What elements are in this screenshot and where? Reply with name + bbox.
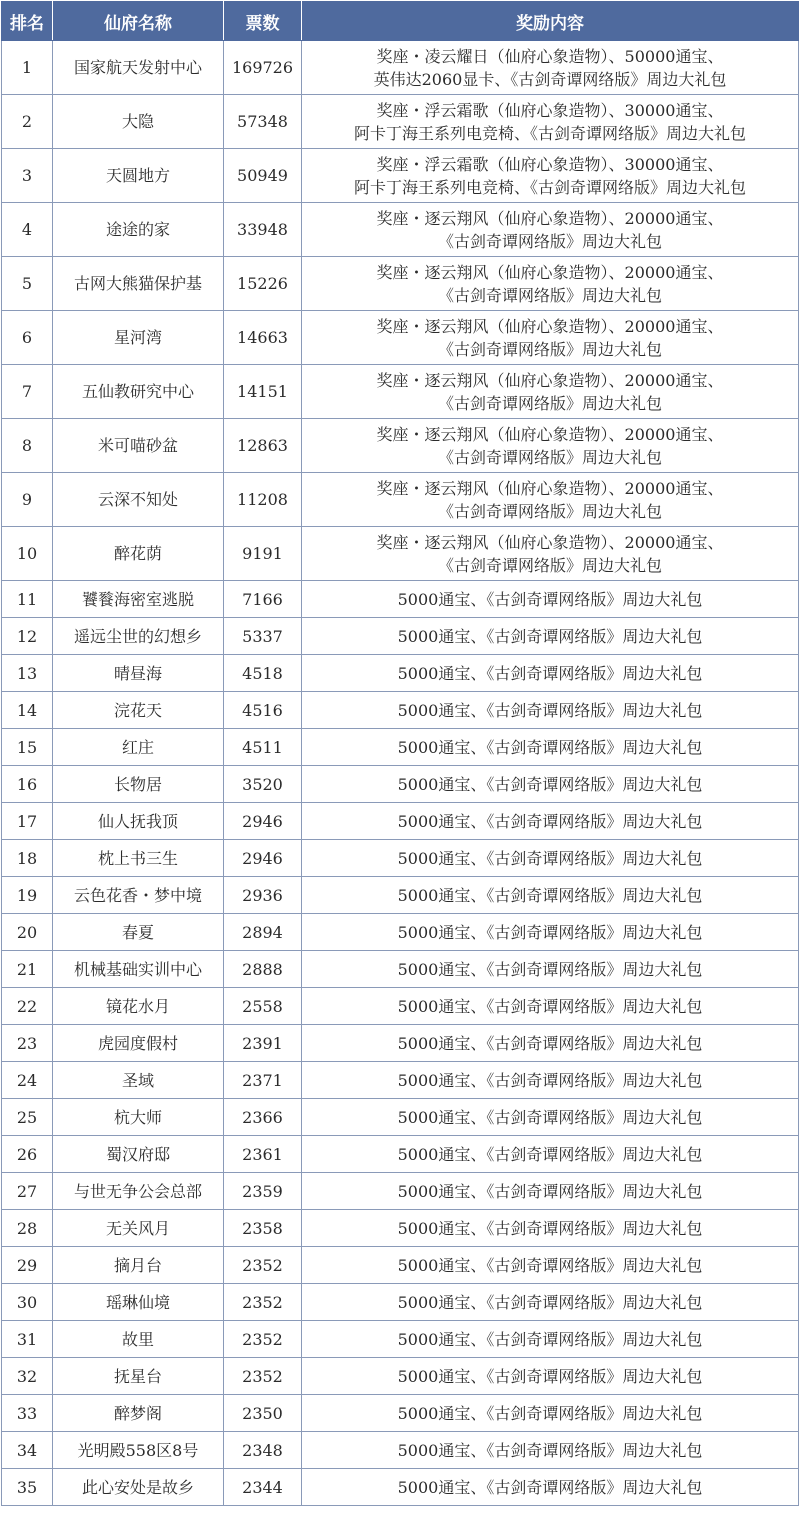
votes-cell: 7166 — [224, 581, 302, 618]
name-cell: 途途的家 — [53, 203, 224, 257]
table-row — [2, 988, 799, 1025]
reward-line: 奖座・逐云翔风（仙府心象造物）、20000通宝、 — [376, 424, 724, 444]
reward-line: 奖座・逐云翔风（仙府心象造物）、20000通宝、 — [376, 316, 724, 336]
votes-cell: 2344 — [224, 1469, 302, 1506]
name-cell: 瑶琳仙境 — [53, 1284, 224, 1321]
reward-line: 5000通宝、《古剑奇谭网络版》周边大礼包 — [397, 1144, 703, 1164]
reward-line: 5000通宝、《古剑奇谭网络版》周边大礼包 — [397, 1440, 703, 1460]
votes-cell: 2352 — [224, 1321, 302, 1358]
votes-cell: 4511 — [224, 729, 302, 766]
reward-cell — [302, 840, 799, 877]
table-row — [2, 311, 799, 365]
reward-cell — [302, 1173, 799, 1210]
reward-cell — [302, 257, 799, 311]
reward-line: 5000通宝、《古剑奇谭网络版》周边大礼包 — [397, 663, 703, 683]
reward-cell — [302, 951, 799, 988]
table-row — [2, 1321, 799, 1358]
table-row — [2, 419, 799, 473]
votes-cell: 57348 — [224, 95, 302, 149]
votes-cell: 2946 — [224, 803, 302, 840]
reward-line: 5000通宝、《古剑奇谭网络版》周边大礼包 — [397, 1218, 703, 1238]
header-reward: 奖励内容 — [302, 2, 799, 41]
rank-cell: 22 — [2, 988, 53, 1025]
votes-cell: 4516 — [224, 692, 302, 729]
rank-cell: 6 — [2, 311, 53, 365]
votes-cell: 9191 — [224, 527, 302, 581]
reward-line: 5000通宝、《古剑奇谭网络版》周边大礼包 — [397, 700, 703, 720]
rank-cell: 2 — [2, 95, 53, 149]
table-row — [2, 527, 799, 581]
reward-cell — [302, 1358, 799, 1395]
name-cell: 杭大师 — [53, 1099, 224, 1136]
header-row — [2, 2, 799, 41]
reward-line: 奖座・逐云翔风（仙府心象造物）、20000通宝、 — [376, 478, 724, 498]
reward-line: 奖座・逐云翔风（仙府心象造物）、20000通宝、 — [376, 208, 724, 228]
name-cell: 虎园度假村 — [53, 1025, 224, 1062]
table-row — [2, 1099, 799, 1136]
table-row — [2, 1025, 799, 1062]
name-cell: 抚星台 — [53, 1358, 224, 1395]
table-row — [2, 365, 799, 419]
reward-line: 奖座・逐云翔风（仙府心象造物）、20000通宝、 — [376, 370, 724, 390]
header-rank: 排名 — [2, 2, 53, 41]
rank-cell: 17 — [2, 803, 53, 840]
votes-cell: 2352 — [224, 1358, 302, 1395]
table-row — [2, 473, 799, 527]
reward-cell — [302, 419, 799, 473]
reward-line: 5000通宝、《古剑奇谭网络版》周边大礼包 — [397, 1366, 703, 1386]
name-cell: 红庄 — [53, 729, 224, 766]
table-row — [2, 1432, 799, 1469]
reward-line: 5000通宝、《古剑奇谭网络版》周边大礼包 — [397, 1292, 703, 1312]
name-cell: 圣域 — [53, 1062, 224, 1099]
reward-line: 5000通宝、《古剑奇谭网络版》周边大礼包 — [397, 737, 703, 757]
votes-cell: 2936 — [224, 877, 302, 914]
reward-line: 阿卡丁海王系列电竞椅、《古剑奇谭网络版》周边大礼包 — [353, 177, 746, 197]
header-votes: 票数 — [224, 2, 302, 41]
rank-cell: 13 — [2, 655, 53, 692]
name-cell: 云深不知处 — [53, 473, 224, 527]
name-cell: 醉梦阁 — [53, 1395, 224, 1432]
votes-cell: 2359 — [224, 1173, 302, 1210]
name-cell: 云色花香・梦中境 — [53, 877, 224, 914]
votes-cell: 15226 — [224, 257, 302, 311]
table-row — [2, 618, 799, 655]
reward-line: 5000通宝、《古剑奇谭网络版》周边大礼包 — [397, 1329, 703, 1349]
reward-cell — [302, 655, 799, 692]
reward-line: 5000通宝、《古剑奇谭网络版》周边大礼包 — [397, 848, 703, 868]
reward-line: 《古剑奇谭网络版》周边大礼包 — [437, 447, 662, 467]
reward-line: 5000通宝、《古剑奇谭网络版》周边大礼包 — [397, 1403, 703, 1423]
reward-line: 5000通宝、《古剑奇谭网络版》周边大礼包 — [397, 885, 703, 905]
reward-line: 5000通宝、《古剑奇谭网络版》周边大礼包 — [397, 1107, 703, 1127]
table-row — [2, 729, 799, 766]
reward-line: 《古剑奇谭网络版》周边大礼包 — [437, 555, 662, 575]
votes-cell: 14663 — [224, 311, 302, 365]
reward-line: 阿卡丁海王系列电竞椅、《古剑奇谭网络版》周边大礼包 — [353, 123, 746, 143]
reward-cell — [302, 766, 799, 803]
rank-cell: 24 — [2, 1062, 53, 1099]
table-row — [2, 1284, 799, 1321]
reward-cell — [302, 365, 799, 419]
reward-cell — [302, 1395, 799, 1432]
name-cell: 摘月台 — [53, 1247, 224, 1284]
reward-line: 5000通宝、《古剑奇谭网络版》周边大礼包 — [397, 959, 703, 979]
reward-line: 5000通宝、《古剑奇谭网络版》周边大礼包 — [397, 774, 703, 794]
rank-cell: 10 — [2, 527, 53, 581]
votes-cell: 2391 — [224, 1025, 302, 1062]
rank-cell: 35 — [2, 1469, 53, 1506]
rank-cell: 30 — [2, 1284, 53, 1321]
table-row — [2, 840, 799, 877]
rank-cell: 25 — [2, 1099, 53, 1136]
rank-cell: 12 — [2, 618, 53, 655]
reward-cell — [302, 729, 799, 766]
reward-cell — [302, 95, 799, 149]
name-cell: 国家航天发射中心 — [53, 41, 224, 95]
name-cell: 此心安处是故乡 — [53, 1469, 224, 1506]
reward-line: 奖座・浮云霜歌（仙府心象造物）、30000通宝、 — [376, 154, 724, 174]
reward-line: 5000通宝、《古剑奇谭网络版》周边大礼包 — [397, 589, 703, 609]
reward-cell — [302, 618, 799, 655]
votes-cell: 5337 — [224, 618, 302, 655]
votes-cell: 2350 — [224, 1395, 302, 1432]
reward-cell — [302, 1136, 799, 1173]
rank-cell: 23 — [2, 1025, 53, 1062]
reward-cell — [302, 1284, 799, 1321]
rank-cell: 4 — [2, 203, 53, 257]
reward-cell — [302, 1099, 799, 1136]
name-cell: 米可喵砂盆 — [53, 419, 224, 473]
votes-cell: 50949 — [224, 149, 302, 203]
rank-cell: 27 — [2, 1173, 53, 1210]
table-row — [2, 1358, 799, 1395]
table-row — [2, 203, 799, 257]
table-row — [2, 655, 799, 692]
reward-cell — [302, 203, 799, 257]
reward-cell — [302, 1062, 799, 1099]
name-cell: 与世无争公会总部 — [53, 1173, 224, 1210]
votes-cell: 33948 — [224, 203, 302, 257]
reward-line: 《古剑奇谭网络版》周边大礼包 — [437, 393, 662, 413]
name-cell: 蜀汉府邸 — [53, 1136, 224, 1173]
reward-line: 5000通宝、《古剑奇谭网络版》周边大礼包 — [397, 1070, 703, 1090]
reward-line: 《古剑奇谭网络版》周边大礼包 — [437, 285, 662, 305]
name-cell: 醉花荫 — [53, 527, 224, 581]
name-cell: 仙人抚我顶 — [53, 803, 224, 840]
reward-cell — [302, 149, 799, 203]
table-row — [2, 1173, 799, 1210]
votes-cell: 2946 — [224, 840, 302, 877]
name-cell: 长物居 — [53, 766, 224, 803]
votes-cell: 11208 — [224, 473, 302, 527]
reward-cell — [302, 1469, 799, 1506]
table-row — [2, 1247, 799, 1284]
reward-line: 5000通宝、《古剑奇谭网络版》周边大礼包 — [397, 1255, 703, 1275]
rank-cell: 34 — [2, 1432, 53, 1469]
votes-cell: 2366 — [224, 1099, 302, 1136]
table-row — [2, 1210, 799, 1247]
name-cell: 五仙教研究中心 — [53, 365, 224, 419]
rank-cell: 32 — [2, 1358, 53, 1395]
name-cell: 春夏 — [53, 914, 224, 951]
name-cell: 浣花天 — [53, 692, 224, 729]
reward-line: 奖座・凌云耀日（仙府心象造物）、50000通宝、 — [376, 46, 724, 66]
votes-cell: 3520 — [224, 766, 302, 803]
votes-cell: 2894 — [224, 914, 302, 951]
rank-cell: 16 — [2, 766, 53, 803]
votes-cell: 169726 — [224, 41, 302, 95]
votes-cell: 2361 — [224, 1136, 302, 1173]
rank-cell: 20 — [2, 914, 53, 951]
reward-cell — [302, 877, 799, 914]
rank-cell: 18 — [2, 840, 53, 877]
reward-line: 5000通宝、《古剑奇谭网络版》周边大礼包 — [397, 1181, 703, 1201]
reward-line: 奖座・逐云翔风（仙府心象造物）、20000通宝、 — [376, 262, 724, 282]
table-row — [2, 95, 799, 149]
name-cell: 星河湾 — [53, 311, 224, 365]
name-cell: 饕餮海密室逃脱 — [53, 581, 224, 618]
table-row — [2, 1062, 799, 1099]
rank-cell: 33 — [2, 1395, 53, 1432]
name-cell: 枕上书三生 — [53, 840, 224, 877]
rank-cell: 15 — [2, 729, 53, 766]
votes-cell: 2352 — [224, 1247, 302, 1284]
table-row — [2, 951, 799, 988]
reward-cell — [302, 1432, 799, 1469]
reward-line: 《古剑奇谭网络版》周边大礼包 — [437, 501, 662, 521]
table-row — [2, 41, 799, 95]
rank-cell: 29 — [2, 1247, 53, 1284]
votes-cell: 2371 — [224, 1062, 302, 1099]
votes-cell: 4518 — [224, 655, 302, 692]
reward-line: 英伟达2060显卡、《古剑奇谭网络版》周边大礼包 — [373, 69, 727, 89]
header-name: 仙府名称 — [53, 2, 224, 41]
reward-line: 5000通宝、《古剑奇谭网络版》周边大礼包 — [397, 811, 703, 831]
reward-cell — [302, 1210, 799, 1247]
name-cell: 大隐 — [53, 95, 224, 149]
name-cell: 机械基础实训中心 — [53, 951, 224, 988]
reward-cell — [302, 988, 799, 1025]
reward-line: 奖座・逐云翔风（仙府心象造物）、20000通宝、 — [376, 532, 724, 552]
rank-cell: 21 — [2, 951, 53, 988]
name-cell: 故里 — [53, 1321, 224, 1358]
table-body — [2, 41, 799, 1506]
rank-cell: 26 — [2, 1136, 53, 1173]
rank-cell: 31 — [2, 1321, 53, 1358]
votes-cell: 2558 — [224, 988, 302, 1025]
name-cell: 遥远尘世的幻想乡 — [53, 618, 224, 655]
name-cell: 晴昼海 — [53, 655, 224, 692]
table-row — [2, 257, 799, 311]
reward-line: 《古剑奇谭网络版》周边大礼包 — [437, 339, 662, 359]
rank-cell: 9 — [2, 473, 53, 527]
ranking-table — [1, 1, 799, 1506]
rank-cell: 7 — [2, 365, 53, 419]
rank-cell: 3 — [2, 149, 53, 203]
rank-cell: 5 — [2, 257, 53, 311]
rank-cell: 28 — [2, 1210, 53, 1247]
reward-cell — [302, 527, 799, 581]
votes-cell: 2358 — [224, 1210, 302, 1247]
name-cell: 古网大熊猫保护基 — [53, 257, 224, 311]
reward-cell — [302, 581, 799, 618]
reward-line: 5000通宝、《古剑奇谭网络版》周边大礼包 — [397, 1477, 703, 1497]
votes-cell: 12863 — [224, 419, 302, 473]
rank-cell: 1 — [2, 41, 53, 95]
reward-cell — [302, 41, 799, 95]
table-row — [2, 1395, 799, 1432]
table-row — [2, 766, 799, 803]
name-cell: 天圆地方 — [53, 149, 224, 203]
table-row — [2, 581, 799, 618]
reward-cell — [302, 473, 799, 527]
rank-cell: 8 — [2, 419, 53, 473]
name-cell: 无关风月 — [53, 1210, 224, 1247]
reward-cell — [302, 1025, 799, 1062]
reward-cell — [302, 914, 799, 951]
reward-line: 5000通宝、《古剑奇谭网络版》周边大礼包 — [397, 626, 703, 646]
votes-cell: 2888 — [224, 951, 302, 988]
name-cell: 镜花水月 — [53, 988, 224, 1025]
rank-cell: 19 — [2, 877, 53, 914]
table-row — [2, 1136, 799, 1173]
votes-cell: 2348 — [224, 1432, 302, 1469]
reward-cell — [302, 1321, 799, 1358]
rank-cell: 14 — [2, 692, 53, 729]
reward-line: 5000通宝、《古剑奇谭网络版》周边大礼包 — [397, 996, 703, 1016]
reward-cell — [302, 803, 799, 840]
table-row — [2, 914, 799, 951]
reward-cell — [302, 311, 799, 365]
table-row — [2, 877, 799, 914]
reward-cell — [302, 1247, 799, 1284]
reward-line: 5000通宝、《古剑奇谭网络版》周边大礼包 — [397, 1033, 703, 1053]
votes-cell: 2352 — [224, 1284, 302, 1321]
reward-line: 5000通宝、《古剑奇谭网络版》周边大礼包 — [397, 922, 703, 942]
table-row — [2, 149, 799, 203]
reward-line: 《古剑奇谭网络版》周边大礼包 — [437, 231, 662, 251]
name-cell: 光明殿558区8号 — [53, 1432, 224, 1469]
table-row — [2, 803, 799, 840]
reward-line: 奖座・浮云霜歌（仙府心象造物）、30000通宝、 — [376, 100, 724, 120]
table-row — [2, 1469, 799, 1506]
reward-cell — [302, 692, 799, 729]
table-row — [2, 692, 799, 729]
rank-cell: 11 — [2, 581, 53, 618]
votes-cell: 14151 — [224, 365, 302, 419]
